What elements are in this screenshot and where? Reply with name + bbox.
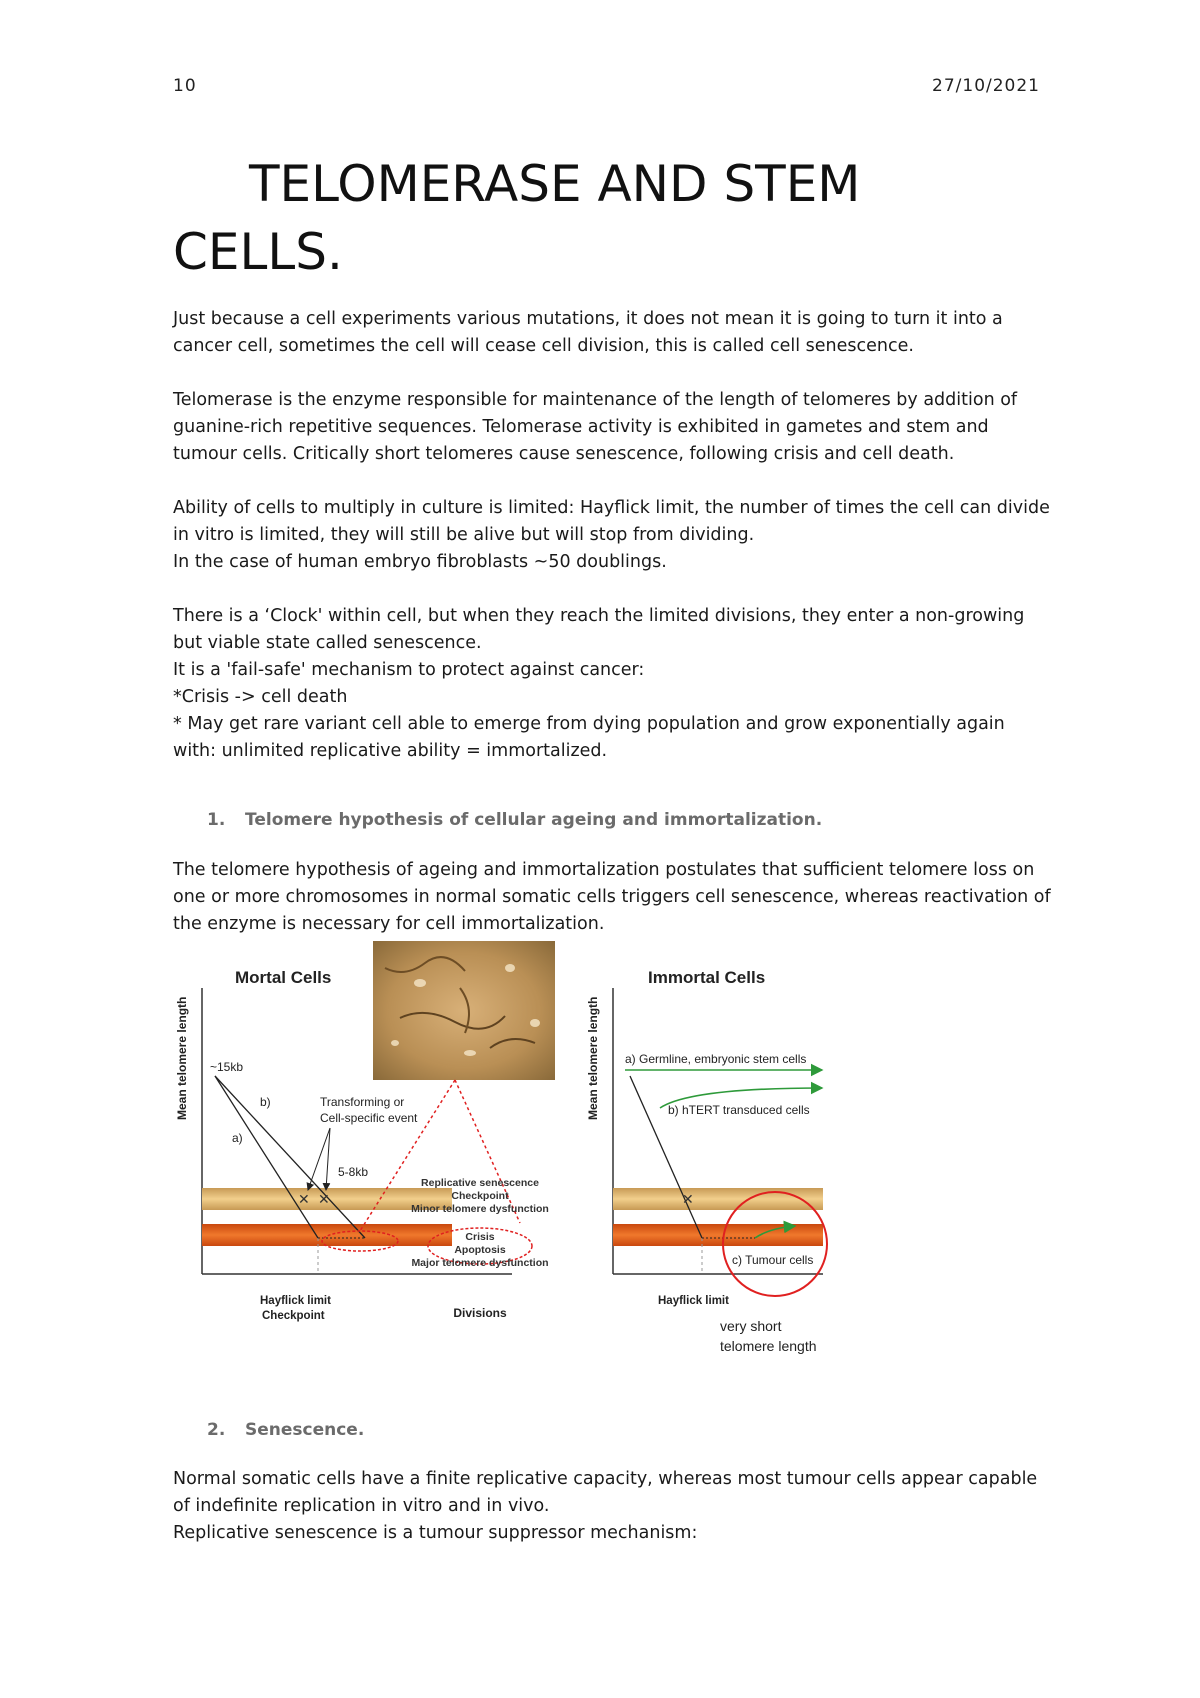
paragraph-failsafe: It is a 'fail-safe' mechanism to protect against cancer: — [173, 660, 645, 680]
hayflick-right: Hayflick limit — [658, 1295, 729, 1307]
mortal-cells-title: Mortal Cells — [235, 968, 332, 987]
paragraph-fibroblasts: In the case of human embryo fibroblasts ~50 doublings. — [173, 552, 667, 572]
svg-text:✕: ✕ — [318, 1191, 330, 1207]
paragraph-hayflick: Ability of cells to multiply in culture is limited: Hayflick limit, the number of times the cell can divide in vitro is limited, they will still be alive but will stop from dividing. — [173, 498, 1050, 545]
mid-repl-2: Checkpoint — [451, 1190, 509, 1202]
hayflick-left-2: Checkpoint — [262, 1310, 325, 1322]
immortal-cells-title: Immortal Cells — [648, 968, 766, 987]
hayflick-left-1: Hayflick limit — [260, 1295, 331, 1307]
divisions-label: Divisions — [453, 1306, 507, 1320]
note-very-short: very short — [720, 1318, 782, 1334]
svg-text:✕: ✕ — [298, 1191, 310, 1207]
microscope-photo — [373, 941, 555, 1080]
paragraph-telomerase: Telomerase is the enzyme responsible for maintenance of the length of telomeres by addition of guanine-rich repetitive sequences. Telomerase activity is exhibited in gametes and stem and tumour cells. Critically short telomeres cause senescence, following crisis and cell death. — [173, 390, 1018, 464]
section-title: Telomere hypothesis of cellular ageing and immortalization. — [245, 810, 823, 830]
label-transforming-1: Transforming or — [320, 1095, 405, 1109]
note-telomere-length: telomere length — [720, 1338, 817, 1354]
mid-repl-3: Minor telomere dysfunction — [411, 1203, 549, 1215]
telomere-diagram — [170, 928, 1060, 1368]
label-a: a) — [232, 1131, 243, 1145]
page-title: TELOMERASE AND STEM CELLS. — [173, 155, 861, 281]
immortal-panel — [613, 988, 827, 1354]
paragraph-intro: Just because a cell experiments various mutations, it does not mean it is going to turn it into a cancer cell, sometimes the cell will cease cell division, this is called cell senescence. — [173, 309, 1003, 356]
paragraph-clock: There is a ‘Clock' within cell, but when they reach the limited divisions, they enter a non-growing but viable state called senescence. — [173, 606, 1025, 653]
section-heading-2 — [207, 1420, 364, 1440]
section-number: 2. — [207, 1420, 226, 1440]
senescence-band-right — [613, 1188, 823, 1210]
section-title: Senescence. — [245, 1420, 365, 1440]
label-tumour: c) Tumour cells — [732, 1253, 814, 1267]
crisis-band-right — [613, 1224, 823, 1246]
paragraph-somatic: Normal somatic cells have a finite replicative capacity, whereas most tumour cells appear capable of indefinite replication in vitro and in vivo. — [173, 1469, 1038, 1516]
mid-crisis-2: Apoptosis — [454, 1244, 506, 1256]
mid-crisis-3: Major telomere dysfunction — [411, 1257, 549, 1269]
paragraph-hypothesis: The telomere hypothesis of ageing and immortalization postulates that sufficient telomere loss on one or more chromosomes in normal somatic cells triggers cell senescence, whereas reactivation of the enzyme is necessary for cell immortalization. — [173, 860, 1051, 934]
label-htert: b) hTERT transduced cells — [668, 1103, 810, 1117]
label-5-8kb: 5-8kb — [338, 1165, 369, 1179]
paragraph-variant: * May get rare variant cell able to emerge from dying population and grow exponentially again with: unlimited replicative ability = immortalized. — [173, 714, 1005, 761]
telomere-figure — [170, 928, 1060, 1368]
mid-repl-1: Replicative senescence — [421, 1177, 539, 1189]
mid-crisis-1: Crisis — [465, 1231, 495, 1243]
label-transforming-2: Cell-specific event — [320, 1111, 418, 1125]
label-b: b) — [260, 1095, 271, 1109]
section-heading-1 — [207, 810, 822, 830]
page-number: 10 — [173, 76, 197, 96]
crisis-band-left — [202, 1224, 452, 1246]
y-axis-label-left: Mean telomere length — [175, 996, 189, 1120]
paragraph-crisis: *Crisis -> cell death — [173, 687, 348, 707]
label-germline: a) Germline, embryonic stem cells — [625, 1052, 807, 1066]
paragraph-suppressor: Replicative senescence is a tumour suppressor mechanism: — [173, 1523, 698, 1543]
svg-text:✕: ✕ — [682, 1191, 694, 1207]
section-number: 1. — [207, 810, 226, 830]
y-axis-label-right: Mean telomere length — [586, 996, 600, 1120]
page-date: 27/10/2021 — [932, 76, 1040, 96]
label-15kb: ~15kb — [210, 1060, 244, 1074]
